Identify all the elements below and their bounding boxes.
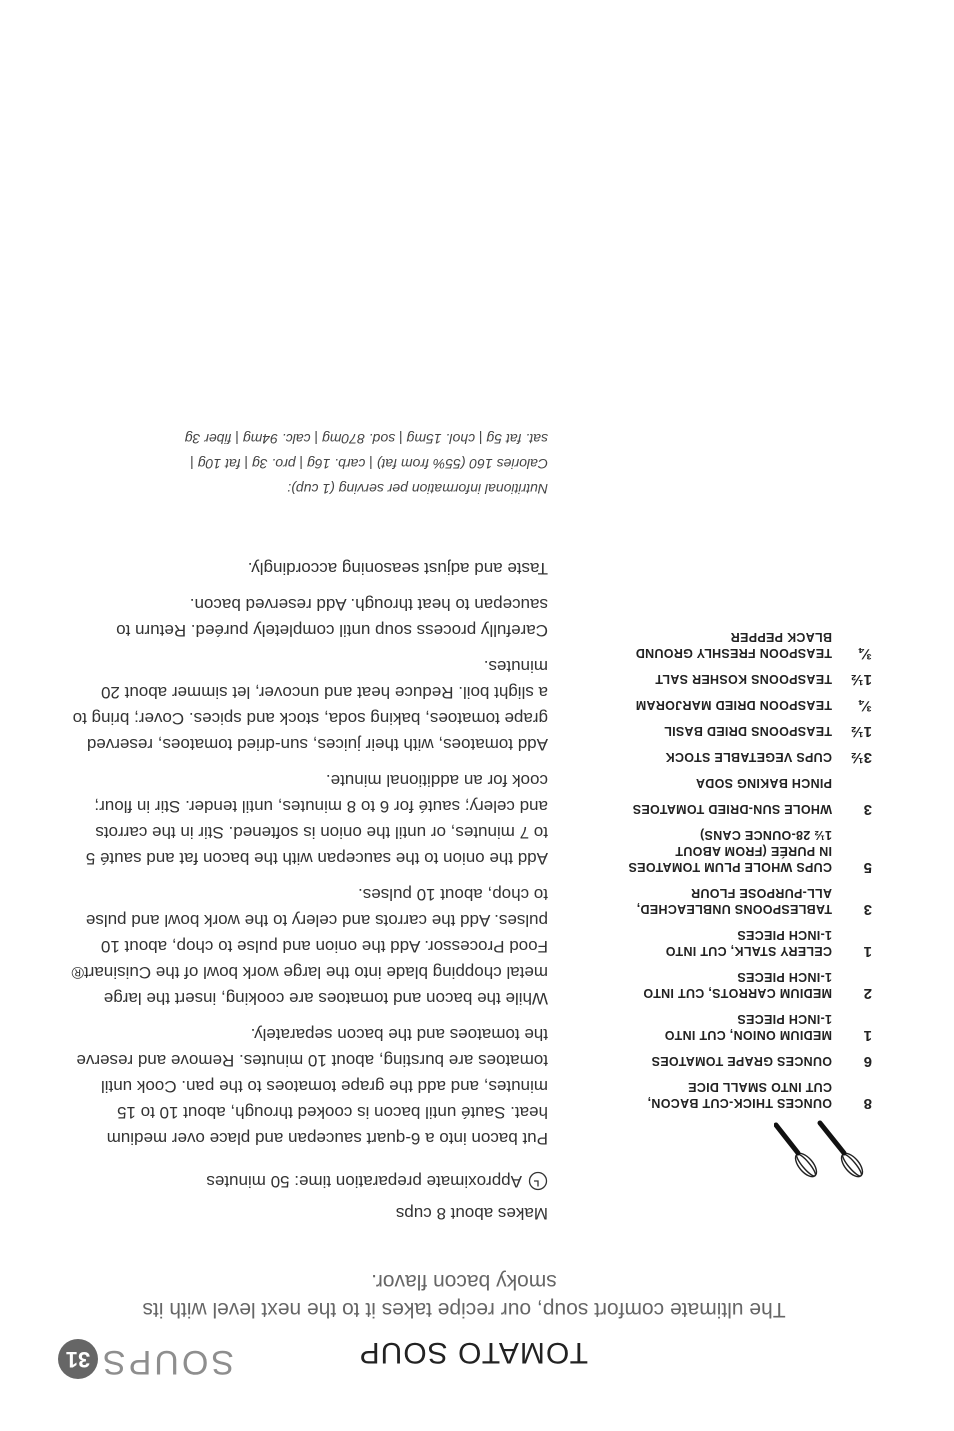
ingredient-qty: 1½ [850, 723, 872, 740]
ingredient-item [582, 697, 872, 713]
ingredient-item [582, 1011, 872, 1043]
ingredient-text: TEASPOON DRIED MARJORAM [635, 698, 832, 712]
ingredient-item [582, 1079, 872, 1111]
ingredient-list [582, 619, 872, 1111]
method-step: Carefully process soup until completely puréed. Return to saucepan to heat through. Add reserved bacon. [116, 595, 548, 640]
ingredient-item [582, 723, 872, 739]
ingredient-text: PINCH BAKING SODA [695, 776, 832, 790]
ingredient-text: OUNCES GRAPE TOMATOES [651, 1054, 832, 1068]
ingredient-text: TEASPOONS KOSHER SALT [655, 672, 832, 686]
ingredient-qty: ¾ [859, 697, 872, 714]
prep-time [206, 1171, 548, 1191]
ingredient-qty: 1 [863, 1027, 872, 1044]
clock-icon [528, 1171, 548, 1191]
ingredient-item [582, 801, 872, 817]
section-name: SOUPS [99, 1343, 234, 1381]
ingredient-item [582, 885, 872, 917]
page-number-badge: 31 [58, 1339, 98, 1379]
ingredient-item [582, 1053, 872, 1069]
ingredient-text: TEASPOONS DRIED BASIL [663, 724, 832, 738]
ingredient-qty: 3 [863, 901, 872, 918]
nutrition-heading: Nutritional information per serving (1 cup): [287, 481, 548, 497]
recipe-title: TOMATO SOUP [358, 1336, 588, 1369]
ingredient-item [582, 671, 872, 687]
method-step: While the bacon and tomatoes are cooking, insert the large metal chopping blade into the large work bowl of the Cuisinart® Food Processor. Add the onion and pulse to chop, about 10 pulses. Add the carrots and celery to the work bowl and pulse to chop, about 10 pulses. [71, 885, 548, 1008]
nutrition-line: sat. fat 5g | chol. 15mg | sod. 870mg | calc. 94mg | fiber 3g [184, 431, 548, 447]
ingredient-qty: 3 [863, 801, 872, 818]
ingredient-qty: 3½ [850, 749, 872, 766]
ingredient-item [582, 629, 872, 661]
ingredient-text: CUPS WHOLE PLUM TOMATOES IN PURÉE (FROM ABOUT 1½ 28-OUNCE CANS) [628, 828, 832, 874]
ingredient-text: CUPS VEGETABLE STOCK [665, 750, 832, 764]
nutrition-line: Calories 160 (55% from fat) | carb. 16g | pro. 3g | fat 10g | [190, 456, 548, 472]
nutrition-info [88, 426, 548, 501]
ingredient-text: CELERY STALK, CUT INTO 1-INCH PIECES [665, 928, 832, 958]
ingredient-item [582, 969, 872, 1001]
page-header [34, 1325, 234, 1381]
whisk-icon [774, 1111, 874, 1181]
ingredient-text: MEDIUM CARROTS, CUT INTO 1-INCH PIECES [643, 970, 832, 1000]
ingredient-qty: 1½ [850, 671, 872, 688]
method-step: Add the onion to the saucepan with the bacon fat and sauté 5 to 7 minutes, or until the onion is softened. Stir in the carrots and celery; sauté for 6 to 8 minutes, until tender. Stir in flour; cook for an additional minute. [85, 771, 548, 868]
ingredient-item [582, 927, 872, 959]
method-step: Taste and adjust seasoning accordingly. [247, 559, 548, 578]
recipe-subtitle: The ultimate comfort soup, our recipe takes it to the next level with its smoky bacon flavor. [142, 1270, 786, 1321]
ingredient-item [582, 827, 872, 875]
ingredient-text: OUNCES THICK-CUT BACON, CUT INTO SMALL DICE [647, 1080, 832, 1110]
ingredient-qty: 5 [863, 859, 872, 876]
ingredient-text: MEDIUM ONION, CUT INTO 1-INCH PIECES [664, 1012, 832, 1042]
ingredient-qty: 1 [863, 943, 872, 960]
ingredient-item [582, 749, 872, 765]
ingredient-qty: 2 [863, 985, 872, 1002]
ingredient-qty: ¾ [859, 645, 872, 662]
method-step: Put bacon into a 6-quart saucepan and place over medium heat. Sauté until bacon is cooked through, about 10 to 15 minutes, and add the grape tomatoes to the pan. Cook until tomatoes are bursting, about 10 minutes. Remove and reserve the tomatoes and the bacon separately. [76, 1025, 548, 1148]
ingredient-text: TEASPOON FRESHLY GROUND BLACK PEPPER [635, 630, 832, 660]
recipe-yield: Makes about 8 cups [395, 1204, 548, 1223]
ingredient-qty: 8 [863, 1095, 872, 1112]
method-step: Add tomatoes, with their juices, sun-dried tomatoes, reserved grape tomatoes, baking soda, stock and spices. Cover; bring to a slight boil. Reduce heat and uncover, let simmer about 20 minutes. [72, 657, 548, 754]
ingredient-text: TABLESPOONS UNBLEACHED, ALL-PURPOSE FLOUR [636, 886, 832, 916]
ingredient-qty: 6 [863, 1053, 872, 1070]
method [68, 555, 548, 1151]
prep-time-text: Approximate preparation time: 50 minutes [206, 1172, 522, 1191]
ingredient-text: WHOLE SUN-DRIED TOMATOES [632, 802, 832, 816]
ingredient-item [582, 775, 872, 791]
